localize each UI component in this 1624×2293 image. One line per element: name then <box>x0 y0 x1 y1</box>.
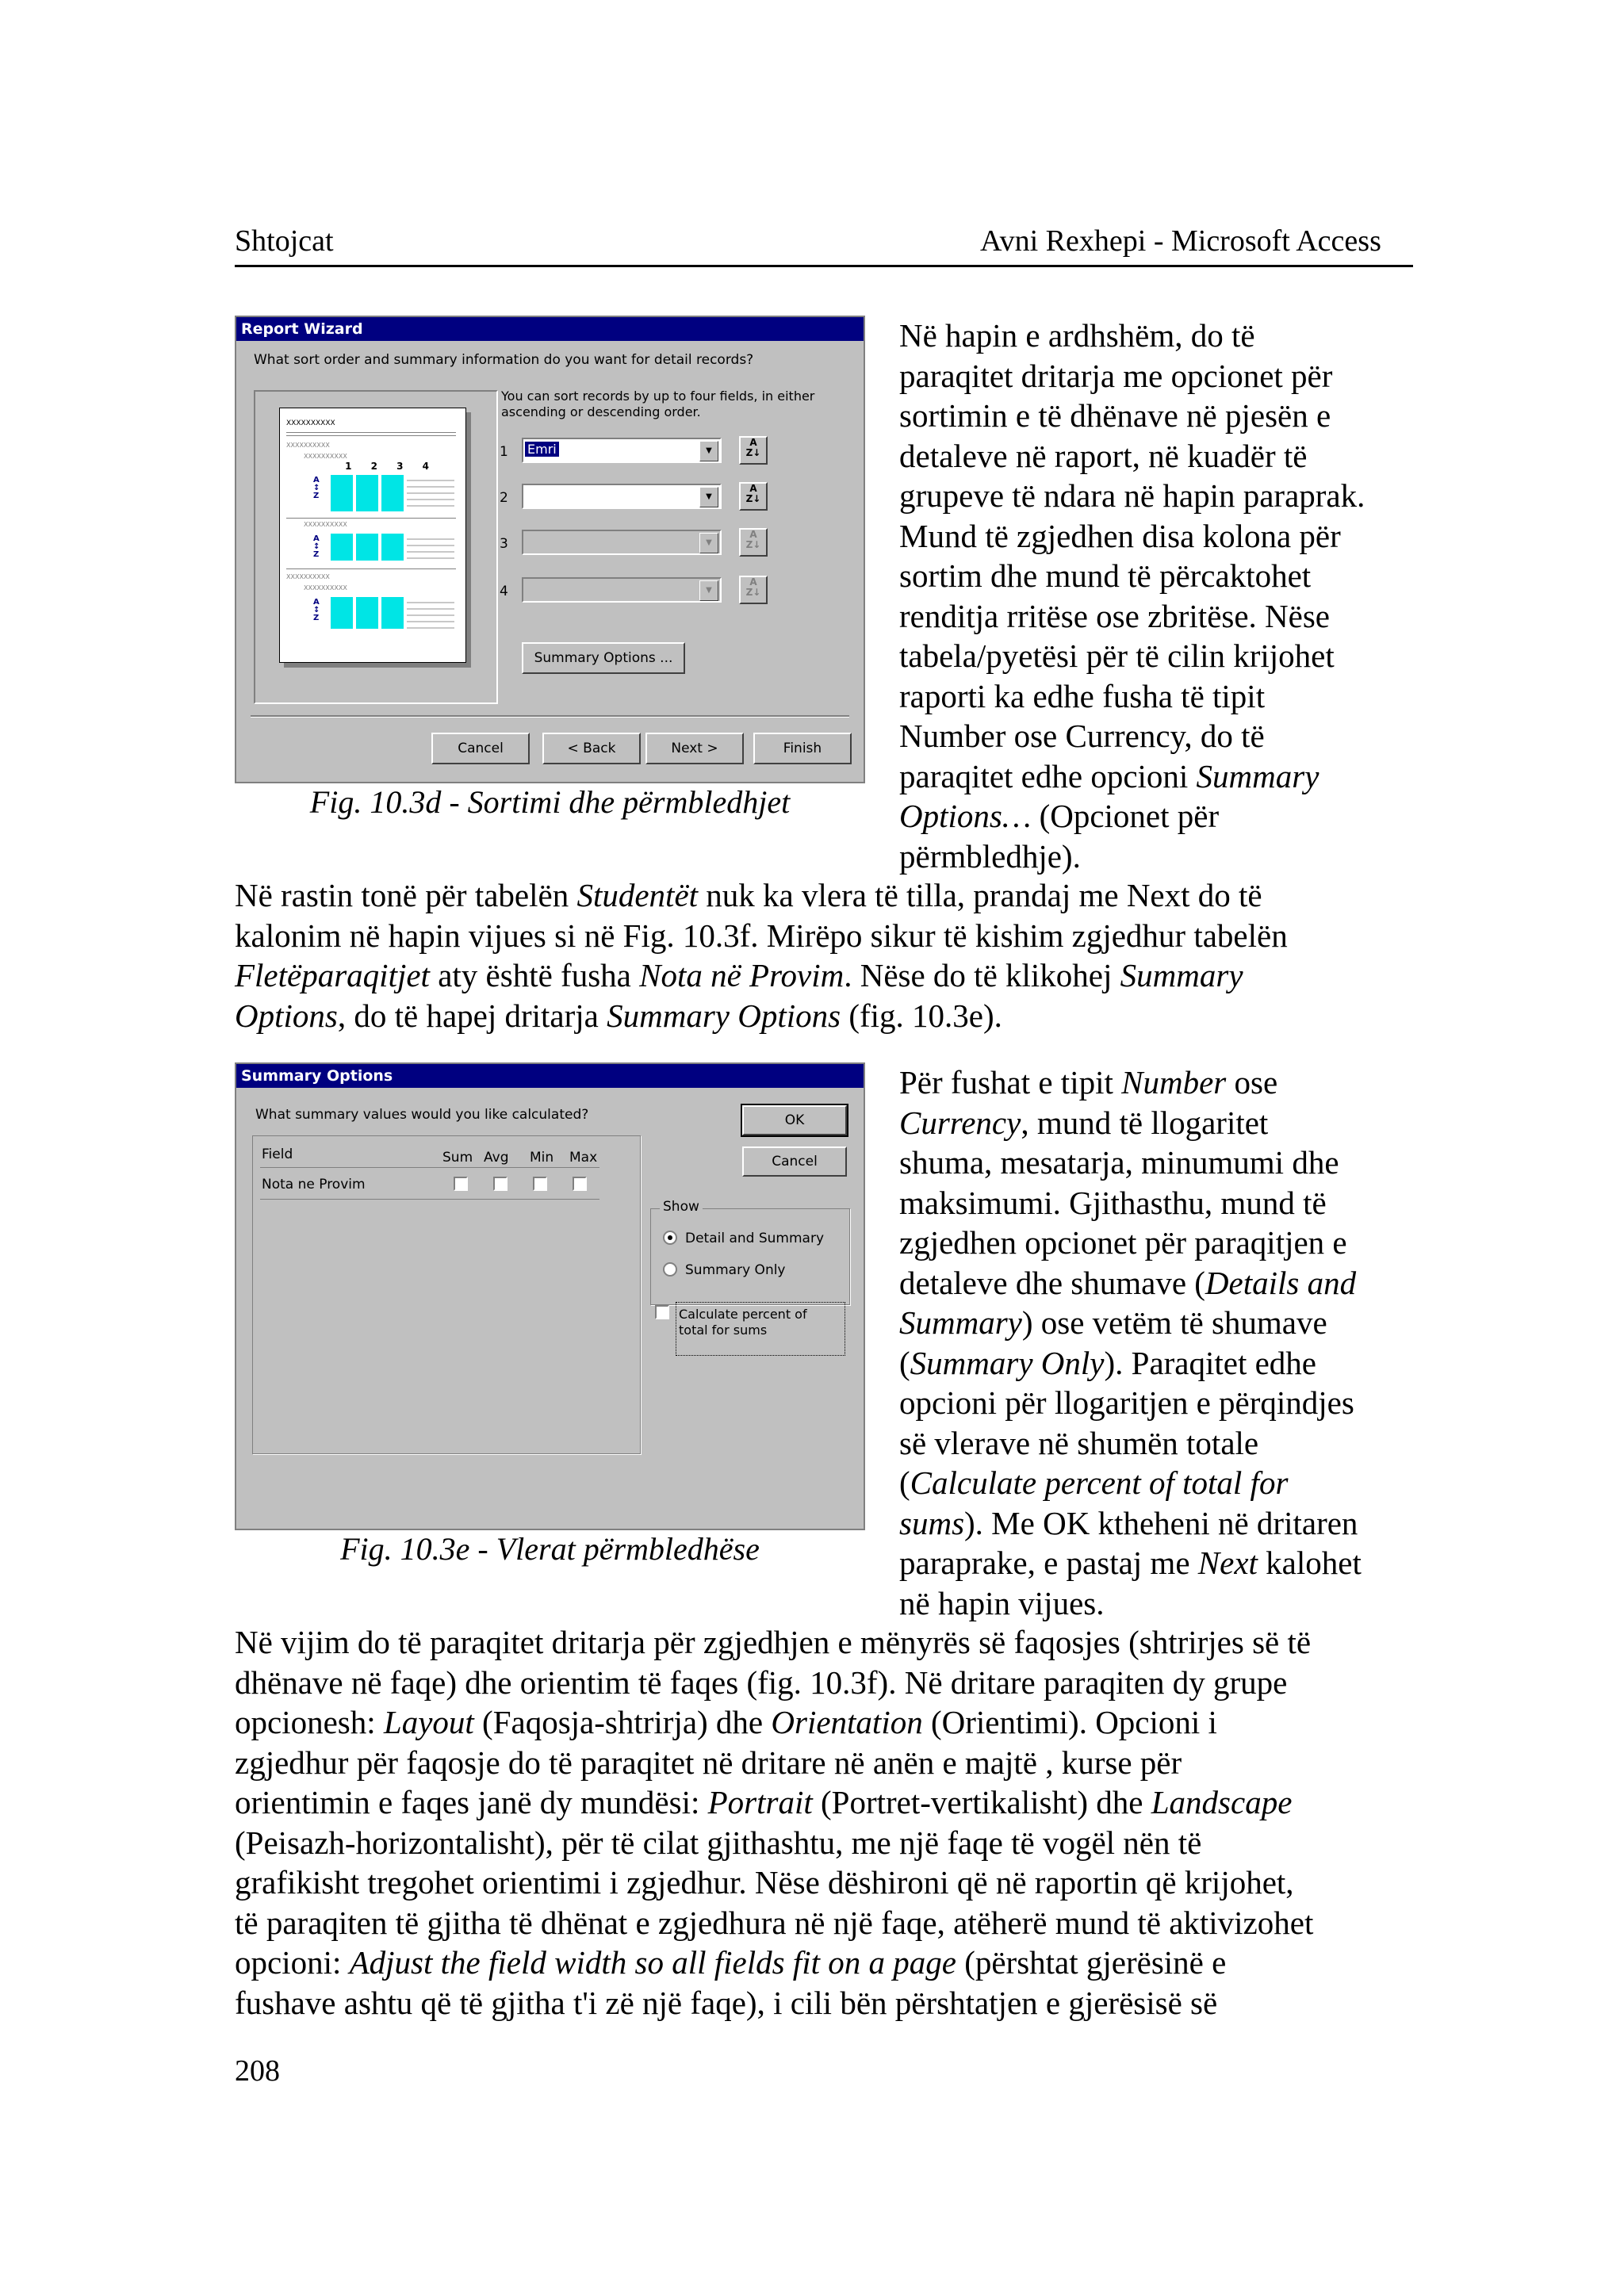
min-column-header: Min <box>530 1150 554 1166</box>
sum-column-header: Sum <box>442 1150 473 1166</box>
report-wizard-dialog <box>235 316 865 783</box>
sort-number-3: 3 <box>500 536 508 552</box>
chevron-down-icon[interactable]: ▼ <box>699 441 718 461</box>
text-line: Në vijim do të paraqitet dritarja për zgjedhjen e mënyrës së faqosjes (shtrirjes së të <box>235 1624 1312 1660</box>
paragraph-4 <box>235 1622 1440 2023</box>
preview-group-text: XXXXXXXXXX <box>304 584 347 591</box>
summary-options-button[interactable]: Summary Options ... <box>522 642 685 674</box>
preview-col-2: 2 <box>370 461 377 472</box>
text-line: renditja rritëse ose zbritëse. Nëse <box>899 597 1331 634</box>
sort-field-3-combo[interactable] <box>522 530 722 555</box>
text-line: shuma, mesatarja, minumumi dhe <box>899 1144 1339 1181</box>
text-line: në hapin vijues. <box>899 1584 1105 1621</box>
paragraph-1 <box>899 316 1438 876</box>
text-line: grupeve të ndara në hapin paraprak. <box>899 477 1365 514</box>
text-line: së vlerave në shumën totale <box>899 1424 1259 1461</box>
preview-col-3: 3 <box>396 461 404 472</box>
chevron-down-icon[interactable]: ▼ <box>699 580 718 601</box>
back-button[interactable]: < Back <box>542 733 641 764</box>
text-line: Number ose Currency, do të <box>899 718 1265 754</box>
max-column-header: Max <box>569 1150 598 1166</box>
field-row-label: Nota ne Provim <box>262 1177 366 1192</box>
chevron-down-icon[interactable]: ▼ <box>699 487 718 507</box>
calc-label-line: Calculate percent of <box>679 1307 807 1322</box>
calc-label-line: total for sums <box>679 1323 768 1338</box>
preview-frame <box>254 390 498 704</box>
preview-group-text: XXXXXXXXXX <box>304 521 347 528</box>
text-line: Për fushat e tipit Number ose <box>899 1064 1278 1101</box>
text-line: sums). Me OK ktheheni në dritaren <box>899 1504 1358 1541</box>
text-line: (Peisazh-horizontalisht), për të cilat gjithashtu, me një faqe të vogël nën të <box>235 1824 1202 1861</box>
sort-order-4-button[interactable]: A Z↓ <box>739 576 768 604</box>
preview-group-text: XXXXXXXXXX <box>286 573 330 580</box>
text-line: Në hapin e ardhshëm, do të <box>899 317 1255 354</box>
running-header-left: Shtojcat <box>235 224 334 258</box>
running-header-right: Avni Rexhepi - Microsoft Access <box>980 224 1381 258</box>
text-line: sortim dhe mund të përcaktohet <box>899 557 1312 594</box>
min-checkbox[interactable] <box>533 1177 547 1191</box>
text-line: Options, do të hapej dritarja Summary Options (fig. 10.3e). <box>235 997 1002 1034</box>
text-line: Summary) ose vetëm të shumave <box>899 1304 1327 1341</box>
finish-button[interactable]: Finish <box>753 733 852 764</box>
sort-order-1-button[interactable]: A Z↓ <box>739 436 768 465</box>
text-line: tabela/pyetësi për të cilin krijohet <box>899 637 1335 674</box>
page-number: 208 <box>235 2054 280 2088</box>
preview-report-page <box>279 408 466 663</box>
sort-hint: You can sort records by up to four fields, in either ascending or descending order. <box>501 389 815 419</box>
text-line: detaleve në raport, në kuadër të <box>899 437 1308 474</box>
dialog-title: Report Wizard <box>236 317 864 341</box>
text-line: kalonim në hapin vijues si në Fig. 10.3f. Mirëpo sikur të kishim zgjedhur tabelën <box>235 917 1288 954</box>
dialog-question: What summary values would you like calculated? <box>255 1107 589 1123</box>
max-checkbox[interactable] <box>573 1177 587 1191</box>
sum-checkbox[interactable] <box>454 1177 468 1191</box>
avg-checkbox[interactable] <box>493 1177 508 1191</box>
ok-button[interactable]: OK <box>742 1105 847 1135</box>
text-line: maksimumi. Gjithasthu, mund të <box>899 1184 1327 1221</box>
preview-column-numbers <box>335 461 439 472</box>
detail-and-summary-radio[interactable] <box>663 1231 677 1245</box>
sort-order-2-button[interactable]: A Z↓ <box>739 482 768 511</box>
text-line: zgjedhen opcionet për paraqitjen e <box>899 1224 1347 1261</box>
text-line: grafikisht tregohet orientimi i zgjedhur. Nëse dëshironi që në raportin që krijohet, <box>235 1864 1294 1901</box>
paragraph-3 <box>899 1062 1438 1623</box>
text-line: Options… (Opcionet për <box>899 798 1220 834</box>
cancel-button[interactable]: Cancel <box>431 733 530 764</box>
sort-field-1-value: Emri <box>525 442 559 457</box>
preview-group-text: XXXXXXXXXX <box>304 453 347 460</box>
calculate-percent-label <box>679 1307 807 1338</box>
avg-column-header: Avg <box>484 1150 509 1166</box>
sort-order-3-button[interactable]: A Z↓ <box>739 528 768 557</box>
summary-options-dialog <box>235 1062 865 1530</box>
sort-az-icon: A ↕ Z <box>313 476 320 500</box>
summary-only-label: Summary Only <box>685 1262 786 1278</box>
sort-field-4-combo[interactable] <box>522 577 722 603</box>
preview-col-4: 4 <box>422 461 429 472</box>
text-line: detaleve dhe shumave (Details and <box>899 1264 1357 1301</box>
calculate-percent-checkbox[interactable] <box>655 1305 669 1319</box>
summary-only-radio[interactable] <box>663 1262 677 1277</box>
text-line: (Calculate percent of total for <box>899 1464 1289 1501</box>
next-button[interactable]: Next > <box>645 733 744 764</box>
text-line: përmbledhje). <box>899 837 1081 875</box>
text-line: paraqitet dritarja me opcionet për <box>899 357 1333 394</box>
text-line: Në rastin tonë për tabelën Studentët nuk ka vlera të tilla, prandaj me Next do të <box>235 877 1262 913</box>
button-separator <box>251 715 849 718</box>
text-line: opcionesh: Layout (Faqosja-shtrirja) dhe Orientation (Orientimi). Opcioni i <box>235 1704 1217 1740</box>
text-line: fushave ashtu që të gjitha t'i zë një faqe), i cili bën përshtatjen e gjerësisë së <box>235 1984 1218 2021</box>
sort-az-icon: A ↕ Z <box>313 534 320 559</box>
figure-caption-d: Fig. 10.3d - Sortimi dhe përmbledhjet <box>309 784 791 820</box>
chevron-down-icon[interactable]: ▼ <box>699 533 718 553</box>
text-line: orientimin e faqes janë dy mundësi: Portrait (Portret-vertikalisht) dhe Landscape <box>235 1784 1293 1820</box>
text-line: opcioni: Adjust the field width so all fields fit on a page (përshtat gjerësinë e <box>235 1944 1227 1981</box>
text-line: të paraqiten të gjitha të dhënat e zgjedhura në një faqe, atëherë mund të aktivizohet <box>235 1904 1314 1941</box>
show-group <box>650 1208 850 1305</box>
dialog-title: Summary Options <box>236 1064 864 1088</box>
text-line: paraprake, e pastaj me Next kalohet <box>899 1545 1362 1581</box>
sort-field-2-combo[interactable] <box>522 484 722 509</box>
text-line: zgjedhur për faqosje do të paraqitet në dritare në anën e majtë , kurse për <box>235 1744 1182 1781</box>
text-line: opcioni për llogaritjen e përqindjes <box>899 1384 1354 1421</box>
sort-number-1: 1 <box>500 444 508 460</box>
text-line: paraqitet edhe opcioni Summary <box>899 757 1320 794</box>
figure-caption-e: Fig. 10.3e - Vlerat përmbledhëse <box>340 1531 760 1567</box>
text-line: Fletëparaqitjet aty është fusha Nota në Provim. Nëse do të klikohej Summary <box>235 957 1243 993</box>
sort-number-4: 4 <box>500 584 508 599</box>
sort-az-icon: A ↕ Z <box>313 598 320 622</box>
preview-title-text: XXXXXXXXXX <box>286 419 335 427</box>
detail-and-summary-label: Detail and Summary <box>685 1231 825 1246</box>
preview-col-1: 1 <box>345 461 352 472</box>
field-column-header: Field <box>262 1146 293 1162</box>
sort-field-1-combo[interactable] <box>522 438 722 463</box>
header-rule <box>235 265 1413 267</box>
dialog-question: What sort order and summary information do you want for detail records? <box>254 352 754 368</box>
text-line: sortimin e të dhënave në pjesën e <box>899 397 1331 434</box>
text-line: dhënave në faqe) dhe orientim të faqes (fig. 10.3f). Në dritare paraqiten dy grupe <box>235 1663 1288 1701</box>
text-line: raporti ka edhe fusha të tipit <box>899 677 1266 714</box>
text-line: Currency, mund të llogaritet <box>899 1104 1269 1141</box>
paragraph-2 <box>235 875 1440 1035</box>
show-group-label: Show <box>660 1199 703 1215</box>
sort-number-2: 2 <box>500 490 508 506</box>
cancel-button[interactable]: Cancel <box>742 1146 847 1177</box>
text-line: Mund të zgjedhen disa kolona për <box>899 517 1341 554</box>
preview-group-text: XXXXXXXXXX <box>286 442 330 449</box>
text-line: (Summary Only). Paraqitet edhe <box>899 1344 1317 1381</box>
